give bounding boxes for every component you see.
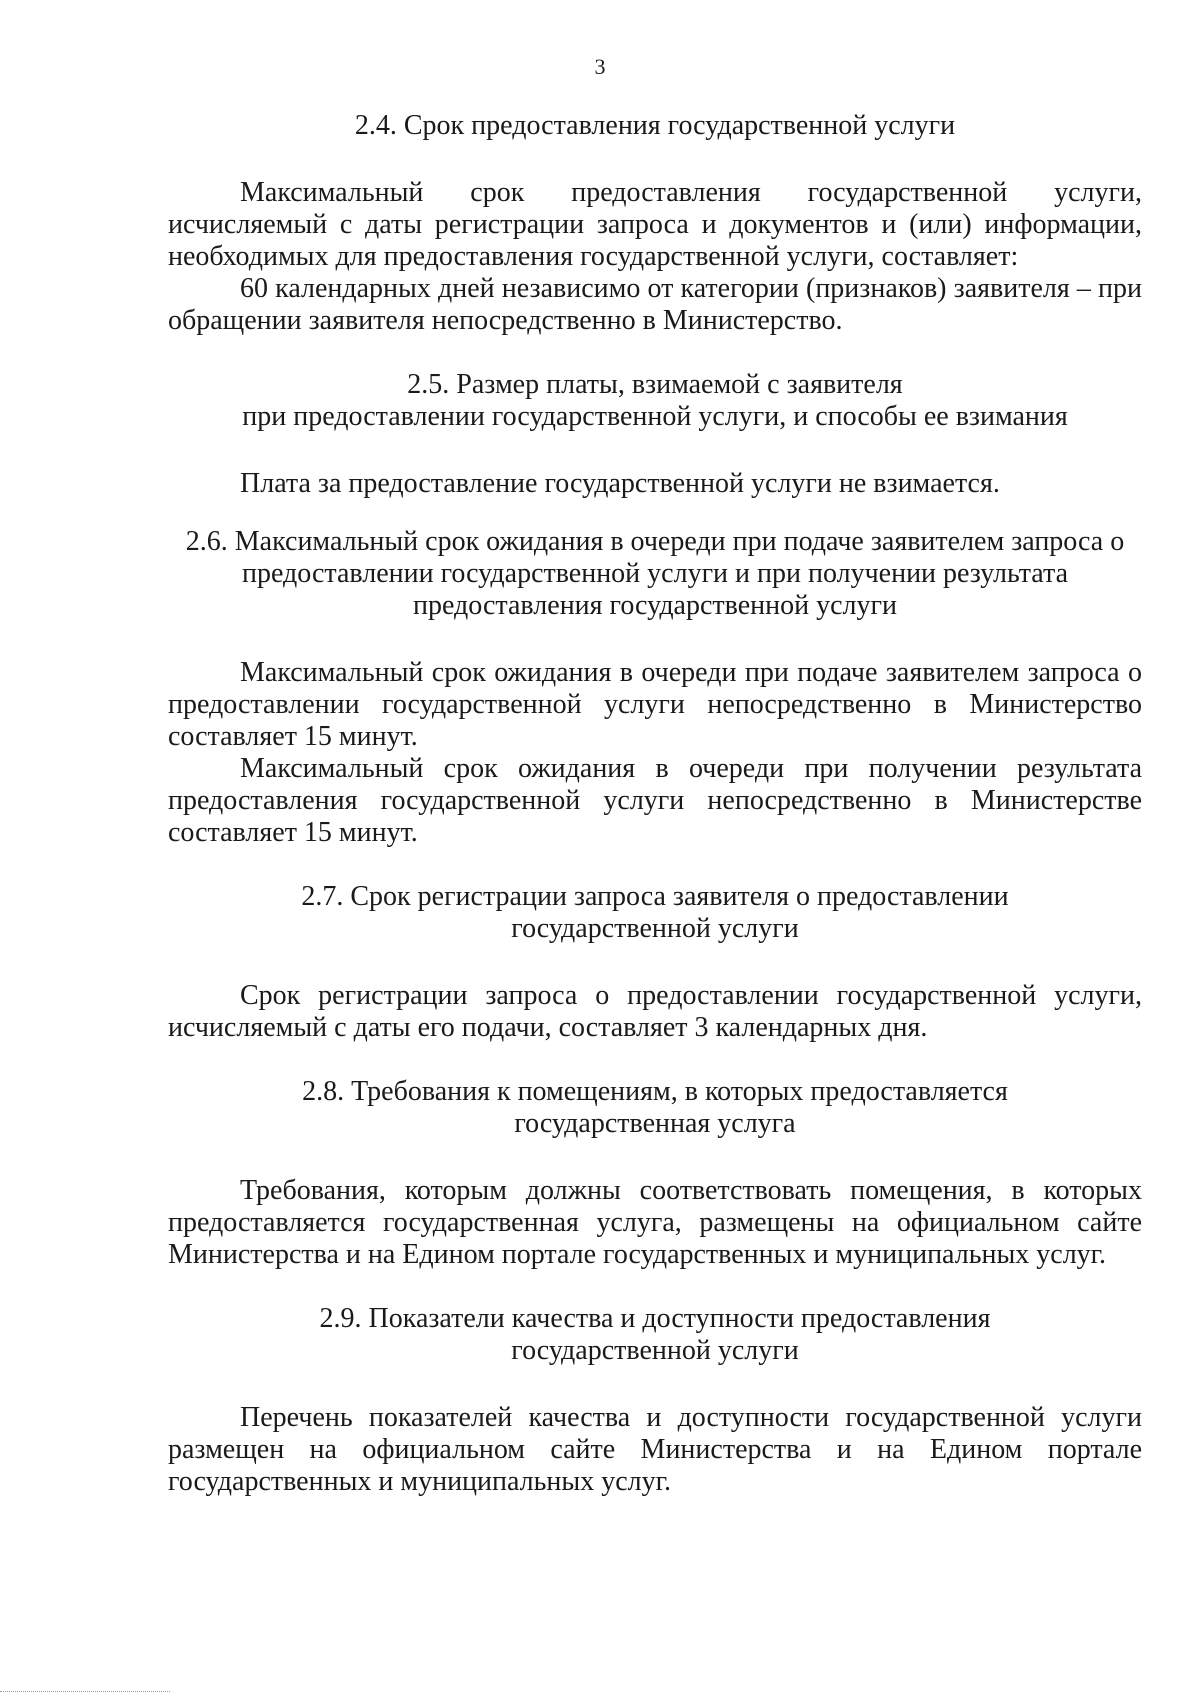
section-2-9	[168, 1303, 1142, 1498]
heading-line: 2.5. Размер платы, взимаемой с заявителя	[407, 369, 903, 400]
page-number: 3	[594, 54, 606, 79]
section-heading	[168, 369, 1142, 433]
section-2-7	[168, 881, 1142, 1044]
heading-line: 2.9. Показатели качества и доступности предоставления	[319, 1303, 991, 1334]
heading-line: 2.8. Требования к помещениям, в которых предоставляется	[302, 1076, 1008, 1107]
heading-line: 2.4. Срок предоставления государственной услуги	[354, 110, 956, 141]
paragraph: Плата за предоставление государственной услуги не взимается.	[240, 468, 1000, 499]
section-heading	[168, 526, 1142, 622]
section-heading	[168, 1303, 1142, 1367]
heading-line: государственной услуги	[511, 1335, 799, 1366]
section-2-6	[168, 526, 1142, 849]
paragraph: 60 календарных дней независимо от категории (признаков) заявителя – при обращении заявителя непосредственно в Министерство.	[168, 273, 1142, 336]
paragraph: Максимальный срок ожидания в очереди при подаче заявителем запроса о предоставлении государственной услуги непосредственно в Министерство составляет 15 минут.	[168, 657, 1142, 752]
section-2-4	[168, 110, 1142, 337]
heading-line: государственной услуги	[511, 913, 799, 944]
section-2-8	[168, 1076, 1142, 1271]
heading-line: 2.6. Максимальный срок ожидания в очереди при подаче заявителем запроса о	[185, 526, 1125, 557]
paragraph: Максимальный срок ожидания в очереди при получении результата предоставления государственной услуги непосредственно в Министерстве составляет 15 минут.	[168, 753, 1142, 848]
paragraph: Максимальный срок предоставления государственной услуги, исчисляемый с даты регистрации запроса и документов и (или) информации, необходимых для предоставления государственной услуги, составляет:	[168, 177, 1142, 272]
section-heading	[168, 110, 1142, 142]
heading-line: предоставлении государственной услуги и при получении результата	[241, 558, 1069, 589]
bottom-edge-line	[0, 1691, 170, 1692]
heading-line: при предоставлении государственной услуги, и способы ее взимания	[242, 401, 1068, 432]
paragraph: Требования, которым должны соответствовать помещения, в которых предоставляется государственная услуга, размещены на официальном сайте Министерства и на Едином портале государственных и муниципальных услуг.	[168, 1175, 1142, 1270]
heading-line: государственная услуга	[514, 1108, 796, 1139]
section-heading	[168, 1076, 1142, 1140]
heading-line: предоставления государственной услуги	[413, 590, 897, 621]
heading-line: 2.7. Срок регистрации запроса заявителя о предоставлении	[301, 881, 1009, 912]
paragraph: Срок регистрации запроса о предоставлении государственной услуги, исчисляемый с даты его подачи, составляет 3 календарных дня.	[168, 980, 1142, 1043]
document-body	[168, 110, 1142, 1498]
paragraph: Перечень показателей качества и доступности государственной услуги размещен на официальном сайте Министерства и на Едином портале государственных и муниципальных услуг.	[168, 1402, 1142, 1497]
section-2-5	[168, 369, 1142, 500]
section-heading	[168, 881, 1142, 945]
